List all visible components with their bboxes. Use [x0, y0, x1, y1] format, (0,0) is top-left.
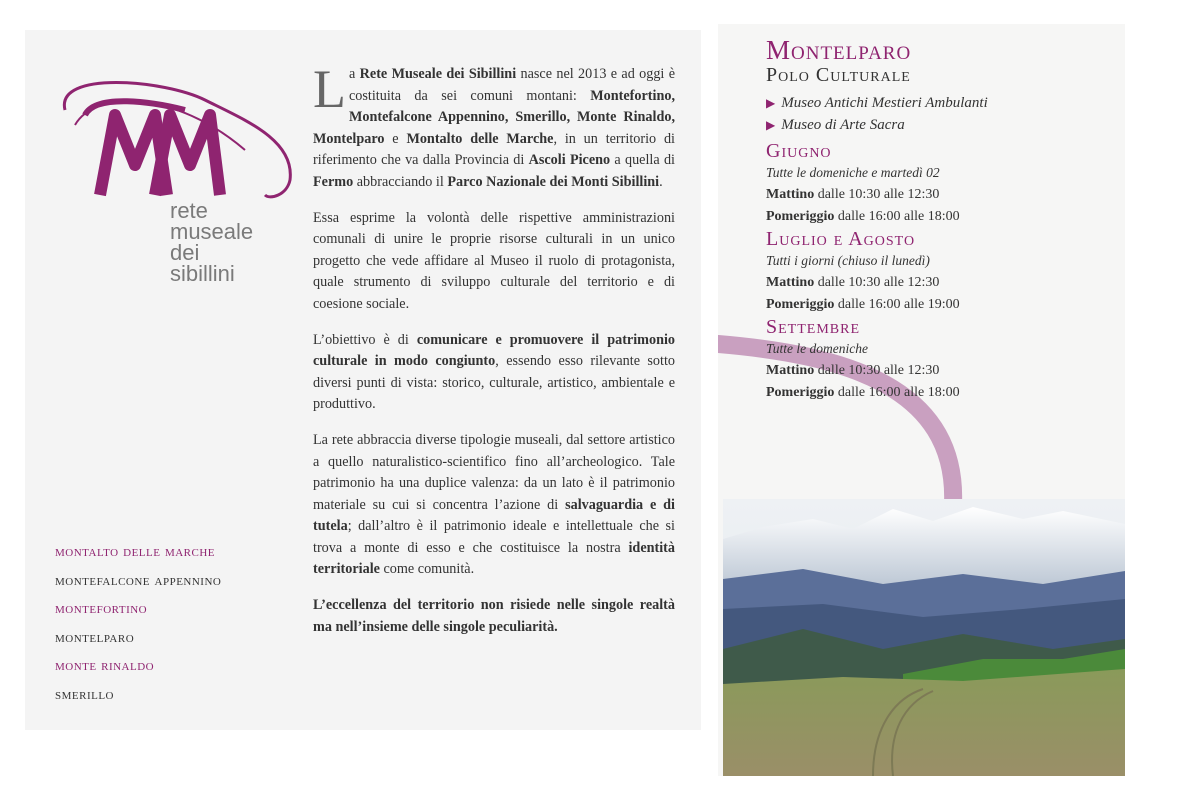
museum-item: ▶ Museo di Arte Sacra — [766, 114, 988, 136]
schedule-morning: Mattino dalle 10:30 alle 12:30 — [766, 187, 940, 202]
logo — [55, 70, 295, 286]
schedule-block — [766, 316, 1046, 404]
paragraph-closing: L’eccellenza del territorio non risiede nelle singole realtà ma nell’insieme delle singole peculiarità. — [313, 597, 675, 635]
schedule-afternoon: Pomeriggio dalle 16:00 alle 18:00 — [766, 209, 960, 224]
left-page — [25, 30, 701, 730]
body-text — [313, 59, 676, 652]
schedule-month: Giugno — [766, 140, 832, 162]
logo-mark-icon — [55, 70, 295, 210]
town-item: monte rinaldo — [55, 657, 155, 674]
town-item: montalto delle marche — [55, 543, 216, 560]
schedule-morning: Mattino dalle 10:30 alle 12:30 — [766, 275, 940, 290]
paragraph-heritage: La rete abbraccia diverse tipologie museali, dal settore artistico a quello naturalistico-scientifico fino all’archeologico. Tale patrimonio ha una duplice valenza: da un lato è il patrimonio materiale su cui si concentra l’azione di salvaguardia e di tutela; dall’altro è il patrimonio ideale e intellettuale che si trova a monte di esso e che costituisce la nostra identità territoriale come comunità. — [313, 431, 675, 578]
triangle-bullet-icon: ▶ — [766, 96, 776, 110]
schedule-note: Tutte le domeniche — [766, 341, 868, 356]
schedule-month: Luglio e Agosto — [766, 228, 916, 250]
logo-word: dei — [170, 240, 200, 265]
logo-word: rete — [170, 198, 208, 223]
schedule-block — [766, 140, 1046, 228]
museum-item: ▶ Museo Antichi Mestieri Ambulanti — [766, 92, 988, 114]
town-title: Montelparo — [766, 35, 912, 65]
schedule-afternoon: Pomeriggio dalle 16:00 alle 18:00 — [766, 385, 960, 400]
paragraph-objective: L’obiettivo è di comunicare e promuovere il patrimonio culturale in modo congiunto, essendo esso rilevante sotto diversi punti di vista: storico, culturale, artistico, ambientale e produttivo. — [313, 331, 675, 413]
schedule-note: Tutte le domeniche e martedì 02 — [766, 165, 940, 180]
logo-wordmark — [170, 200, 253, 284]
town-item: montelparo — [55, 628, 135, 646]
schedule-morning: Mattino dalle 10:30 alle 12:30 — [766, 363, 940, 378]
schedule-note: Tutti i giorni (chiuso il lunedì) — [766, 253, 930, 268]
opening-schedule — [766, 140, 1046, 404]
town-item: montefalcone appennino — [55, 571, 222, 589]
right-page — [718, 24, 1125, 776]
section-subtitle: Polo Culturale — [766, 64, 911, 86]
schedule-block — [766, 228, 1046, 316]
schedule-afternoon: Pomeriggio dalle 16:00 alle 19:00 — [766, 297, 960, 312]
paragraph-mission: Essa esprime la volontà delle rispettive amministrazioni comunali di unire le proprie risorse culturali in un unico progetto che vede affidare al Museo il ruolo di protagonista, quale strumento di sviluppo culturale del territorio e di coesione sociale. — [313, 209, 675, 312]
museum-list — [766, 92, 988, 136]
schedule-month: Settembre — [766, 316, 861, 338]
logo-word: sibillini — [170, 261, 235, 286]
logo-word: museale — [170, 219, 254, 244]
paragraph-intro: La Rete Museale dei Sibillini nasce nel 2013 e ad oggi è costituita da sei comuni montani: Montefortino, Montefalcone Appennino, Smerillo, Monte Rinaldo, Montelparo e Montalto delle Marche, in un territorio di riferimento che va dalla Provincia di Ascoli Piceno a quella di Fermo abbracciando il Parco Nazionale dei Monti Sibillini. — [313, 59, 676, 190]
town-item: smerillo — [55, 685, 114, 703]
drop-cap: L — [313, 59, 346, 119]
mountain-landscape-image — [723, 499, 1125, 776]
town-list — [55, 538, 221, 709]
triangle-bullet-icon: ▶ — [766, 118, 776, 132]
town-item: montefortino — [55, 600, 148, 617]
